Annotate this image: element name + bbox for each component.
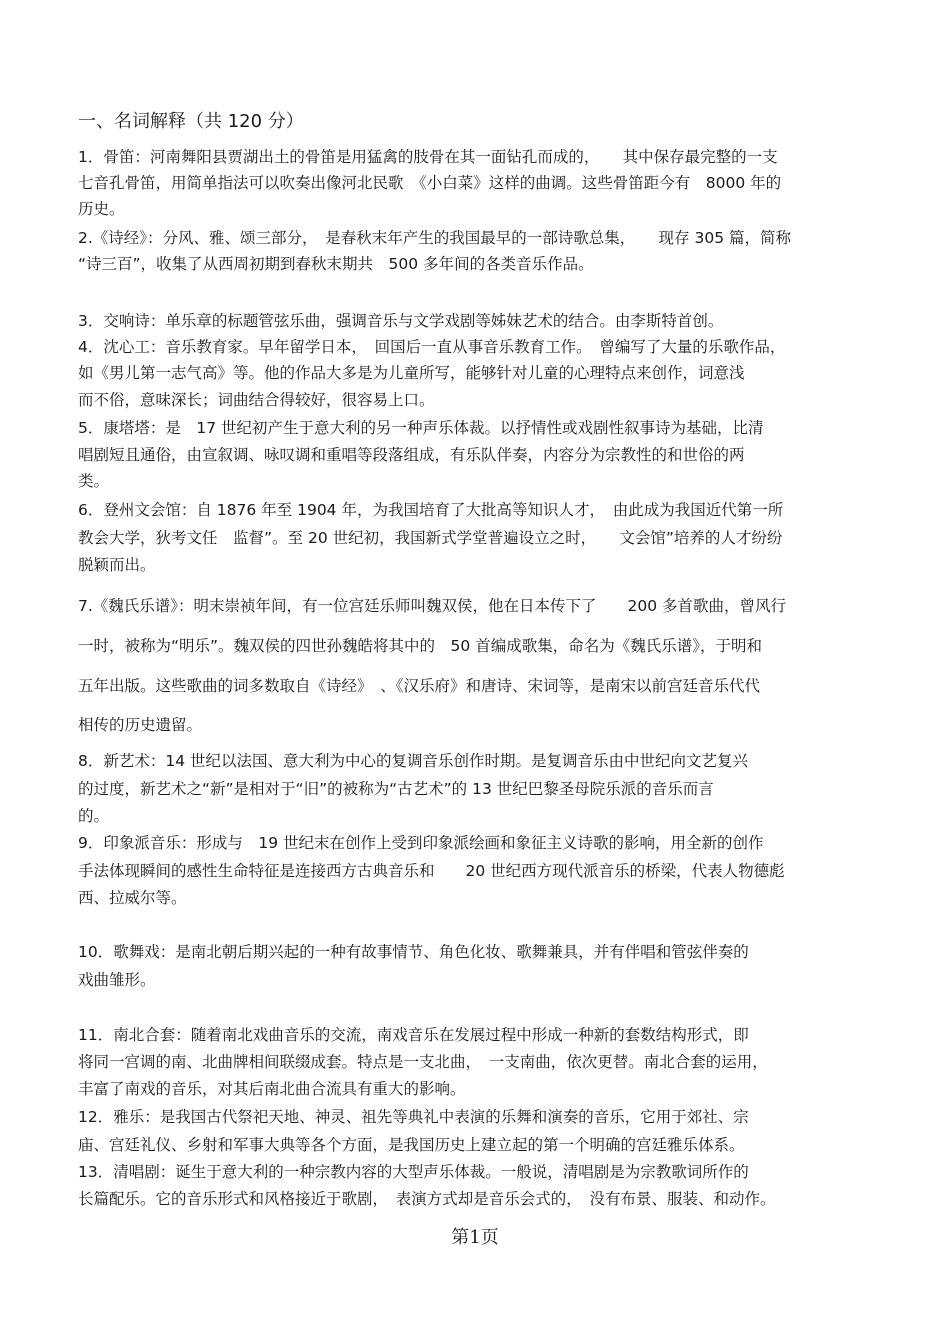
- entry-8-line-3: 的。: [78, 807, 110, 825]
- entry-6-line-2: 教会大学，狄考文任 监督”。至 20 世纪初，我国新式学堂普遍设立之时， 文会馆”培养的人才纷纷: [78, 529, 783, 547]
- entry-7-line-4: 相传的历史遗留。: [78, 716, 203, 734]
- entry-13-line-2: 长篇配乐。它的音乐形式和风格接近于歌剧， 表演方式却是音乐会式的， 没有布景、服装、和动作。: [78, 1190, 776, 1208]
- entry-10-line-2: 戏曲雏形。: [78, 971, 156, 989]
- entry-9-line-3: 西、拉威尔等。: [78, 889, 187, 907]
- entry-3-line-1: 3．交响诗：单乐章的标题管弦乐曲，强调音乐与文学戏剧等姊妹艺术的结合。由李斯特首创。: [78, 312, 724, 330]
- entry-4-line-1: 4．沈心工：音乐教育家。早年留学日本， 回国后一直从事音乐教育工作。 曾编写了大量的乐歌作品，: [78, 338, 786, 356]
- entry-12-line-2: 庙、宫廷礼仪、乡射和军事大典等各个方面，是我国历史上建立起的第一个明确的宫廷雅乐体系。: [78, 1136, 745, 1154]
- section-title: 一、名词解释（共 120 分）: [78, 111, 304, 132]
- entry-11-line-2: 将同一宫调的南、北曲牌相间联缀成套。特点是一支北曲， 一支南曲，依次更替。南北合套的运用，: [78, 1053, 768, 1071]
- entry-7-line-3: 五年出版。这些歌曲的词多数取自《诗经》 、《汉乐府》和唐诗、宋词等，是南宋以前宫廷音乐代代: [78, 677, 761, 695]
- entry-11-line-3: 丰富了南戏的音乐，对其后南北曲合流具有重大的影响。: [78, 1080, 466, 1098]
- entry-1-line-3: 历史。: [78, 200, 125, 218]
- entry-8-line-1: 8．新艺术：14 世纪以法国、意大利为中心的复调音乐创作时期。是复调音乐由中世纪向文艺复兴: [78, 752, 749, 770]
- entry-1-line-2: 七音孔骨笛，用简单指法可以吹奏出像河北民歌 《小白菜》这样的曲调。这些骨笛距今有 8000 年的: [78, 174, 782, 192]
- entry-9-line-1: 9．印象派音乐：形成与 19 世纪末在创作上受到印象派绘画和象征主义诗歌的影响，用全新的创作: [78, 834, 764, 852]
- entry-6-line-1: 6．登州文会馆：自 1876 年至 1904 年，为我国培育了大批高等知识人才， 由此成为我国近代第一所: [78, 501, 784, 519]
- entry-5-line-2: 唱剧短且通俗，由宣叙调、咏叹调和重唱等段落组成，有乐队伴奏，内容分为宗教性的和世俗的两: [78, 446, 745, 464]
- entry-5-line-3: 类。: [78, 472, 110, 490]
- entry-7-line-2: 一时，被称为“明乐”。魏双侯的四世孙魏皓将其中的 50 首编成歌集，命名为《魏氏乐谱》，于明和: [78, 637, 762, 655]
- entry-5-line-1: 5．康塔塔：是 17 世纪初产生于意大利的另一种声乐体裁。以抒情性或戏剧性叙事诗为基础，比清: [78, 419, 764, 437]
- entry-8-line-2: 的过度，新艺术之“新”是相对于“旧”的被称为“古艺术”的 13 世纪巴黎圣母院乐派的音乐而言: [78, 780, 714, 798]
- entry-2-line-1: 2.《诗经》：分风、雅、颂三部分， 是春秋末年产生的我国最早的一部诗歌总集， 现存 305 篇，简称: [78, 229, 791, 247]
- entry-7-line-1: 7.《魏氏乐谱》：明末崇祯年间，有一位宫廷乐师叫魏双侯，他在日本传下了 200 多首歌曲，曾风行: [78, 597, 787, 615]
- entry-11-line-1: 11．南北合套：随着南北戏曲音乐的交流，南戏音乐在发展过程中形成一种新的套数结构形式，即: [78, 1026, 749, 1044]
- entry-12-line-1: 12．雅乐：是我国古代祭祀天地、神灵、祖先等典礼中表演的乐舞和演奏的音乐，它用于郊社、宗: [78, 1108, 749, 1126]
- entry-1-line-1: 1．骨笛：河南舞阳县贾湖出土的骨笛是用猛禽的肢骨在其一面钻孔而成的， 其中保存最完整的一支: [78, 148, 778, 166]
- entry-2-line-2: “诗三百”，收集了从西周初期到春秋末期共 500 多年间的各类音乐作品。: [78, 255, 594, 273]
- page-number: 第1页: [451, 1227, 499, 1248]
- entry-4-line-2: 如《男儿第一志气高》等。他的作品大多是为儿童所写，能够针对儿童的心理特点来创作，词意浅: [78, 364, 745, 382]
- entry-9-line-2: 手法体现瞬间的感性生命特征是连接西方古典音乐和 20 世纪西方现代派音乐的桥梁，代表人物德彪: [78, 862, 785, 880]
- entry-13-line-1: 13．清唱剧：诞生于意大利的一种宗教内容的大型声乐体裁。一般说，清唱剧是为宗教歌词所作的: [78, 1163, 749, 1181]
- entry-10-line-1: 10．歌舞戏：是南北朝后期兴起的一种有故事情节、角色化妆、歌舞兼具，并有伴唱和管弦伴奏的: [78, 943, 749, 961]
- entry-4-line-3: 而不俗，意味深长；词曲结合得较好，很容易上口。: [78, 391, 435, 409]
- entry-6-line-3: 脱颖而出。: [78, 556, 156, 574]
